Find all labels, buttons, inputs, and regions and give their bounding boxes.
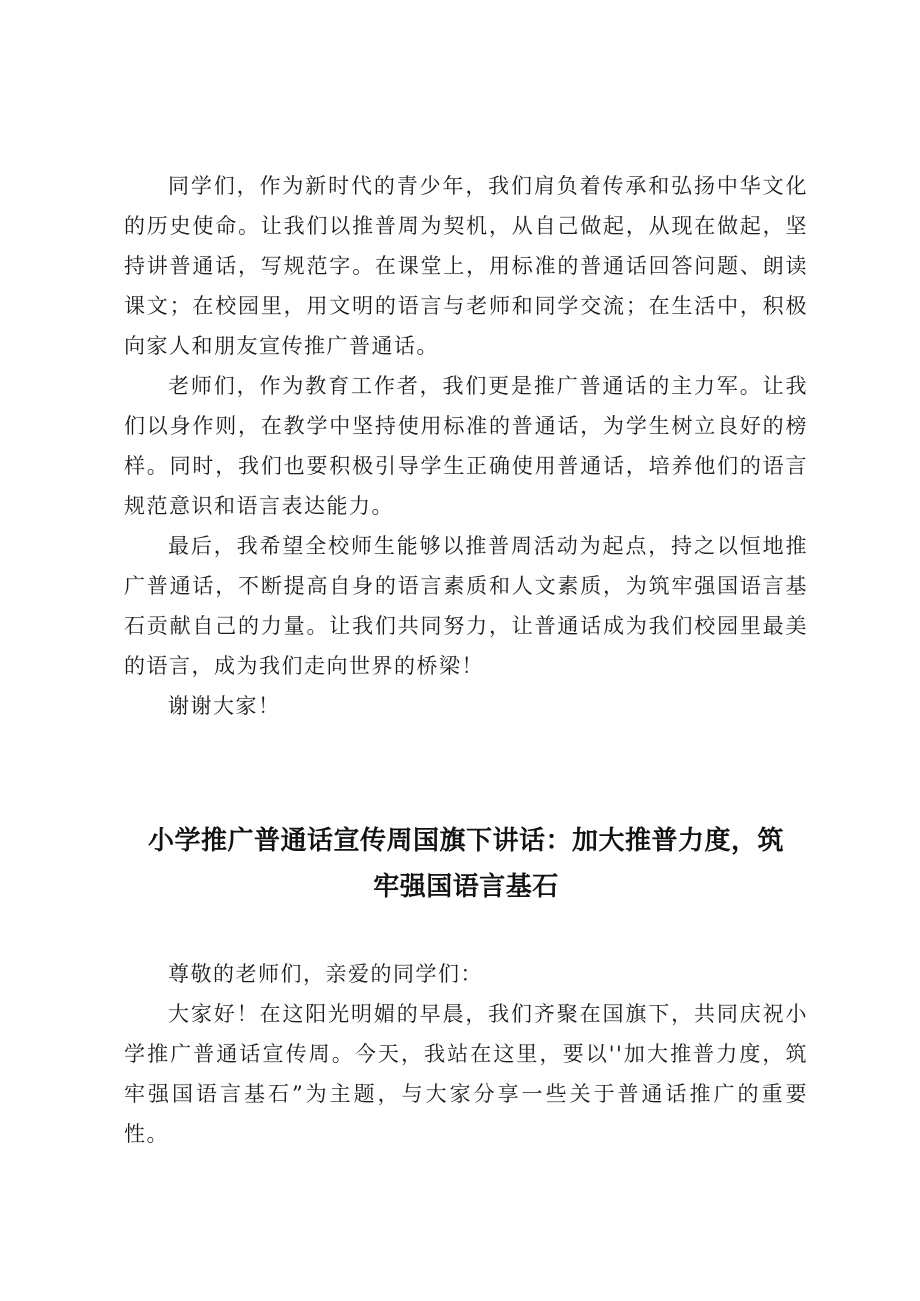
- paragraph-salutation: 尊敬的老师们，亲爱的同学们：: [168, 962, 483, 986]
- paragraph-greeting: 大家好！在这阳光明媚的早晨，我们齐聚在国旗下，共同庆祝小学推广普通话宣传周。今天，我站在这里，要以''加大推普力度，筑牢强国语言基石”为主题，与大家分享一些关于普通话推广的重要性。: [124, 1002, 808, 1146]
- speech-closing-section: [124, 166, 808, 726]
- paragraph-thanks: 谢谢大家！: [168, 694, 281, 718]
- paragraph-students: 同学们，作为新时代的青少年，我们肩负着传承和弘扬中华文化的历史使命。让我们以推普周为契机，从自己做起，从现在做起，坚持讲普通话，写规范字。在课堂上，用标准的普通话回答问题、朗读课文；在校园里，用文明的语言与老师和同学交流；在生活中，积极向家人和朋友宣传推广普通话。: [124, 174, 808, 358]
- speech-title: [124, 818, 808, 910]
- speech-title-line2: 牢强国语言基石: [373, 872, 559, 902]
- speech-title-line1: 小学推广普通话宣传周国旗下讲话：加大推普力度，筑: [147, 826, 784, 856]
- paragraph-conclusion: 最后，我希望全校师生能够以推普周活动为起点，持之以恒地推广普通话，不断提高自身的语言素质和人文素质，为筑牢强国语言基石贡献自己的力量。让我们共同努力，让普通话成为我们校园里最美的语言，成为我们走向世界的桥梁！: [124, 534, 808, 678]
- paragraph-teachers: 老师们，作为教育工作者，我们更是推广普通话的主力军。让我们以身作则，在教学中坚持使用标准的普通话，为学生树立良好的榜样。同时，我们也要积极引导学生正确使用普通话，培养他们的语言规范意识和语言表达能力。: [124, 374, 808, 518]
- speech-opening-section: [124, 954, 808, 1154]
